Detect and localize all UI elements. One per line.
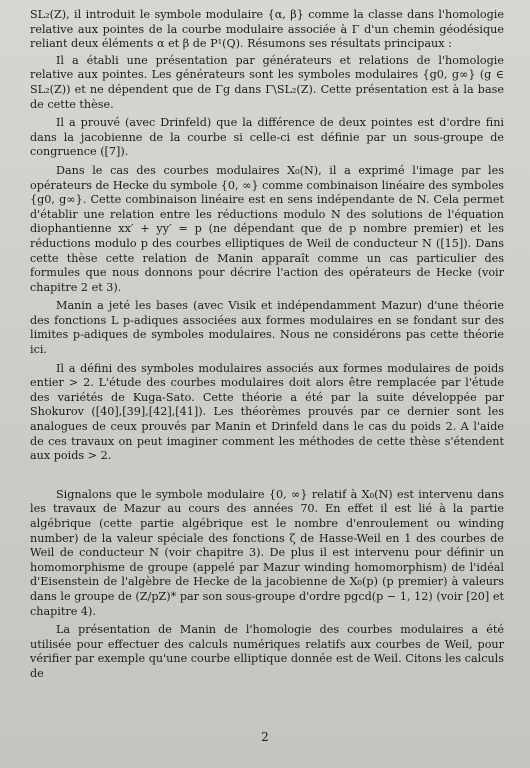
page-number: 2 bbox=[261, 730, 269, 744]
paragraph-p-adique: Manin a jeté les bases (avec Visik et indépendamment Mazur) d'une théorie des fonctions L p-adiques associées aux formes modulaires en se fondant sur des limites p-adiques de symboles modulaires. Nous ne considérons pas cette théorie ici. bbox=[30, 299, 504, 357]
paragraph-calculs: La présentation de Manin de l'homologie des courbes modulaires a été utilisée pour effectuer des calculs numériques relatifs aux courbes de Weil, pour vérifier par exemple qu'une courbe elliptique donnée est de Weil. Citons les calculs de bbox=[30, 623, 504, 680]
paragraph-presentation: Il a établi une présentation par générateurs et relations de l'homologie relative aux pointes. Les générateurs sont les symboles modulaires {g0, g∞} (g ∈ SL₂(Z)) et ne dépendent que de Γg dans Γ\SL₂(Z). Cette présentation est à la base de cette thèse. bbox=[30, 53, 504, 111]
paragraph-hecke: Dans le cas des courbes modulaires X₀(N), il a exprimé l'image par les opérateurs de Hecke du symbole {0, ∞} comme combinaison linéaire des symboles {g0, g∞}. Cette combinaison linéaire est en sens indépendante de N. Cela permet d'établir une relation entre les réductions modulo N des solutions de l'équation diophantienne xx′ + yy′ = p (ne dépendant que de p nombre premier) et les réductions modulo p des courbes elliptiques de Weil de conducteur N ([15]). Dans cette thèse cette relation de Manin apparaît comme un cas particulier des formules que nous donnons pour décrire l'action des opérateurs de Hecke (voir chapitre 2 et 3). bbox=[30, 163, 504, 294]
paragraph-drinfeld: Il a prouvé (avec Drinfeld) que la différence de deux pointes est d'ordre fini dans la jacobienne de la courbe si celle-ci est définie par un sous-groupe de congruence ([7]). bbox=[30, 116, 504, 159]
paragraph-symbole-modulaire: SL₂(Z), il introduit le symbole modulaire {α, β} comme la classe dans l'homologie relative aux pointes de la courbe modulaire associée à Γ d'un chemin géodésique reliant deux éléments α et β de P¹(Q). Résumons ses résultats principaux : bbox=[30, 8, 504, 51]
paragraph-poids: Il a défini des symboles modulaires associés aux formes modulaires de poids entier > 2. L'étude des courbes modulaires doit alors être remplacée par l'étude des variétés de Kuga-Sato. Cette théorie a été par la suite développée par Shokurov ([40],[39],[42],[41]). Les théorèmes prouvés par ce dernier sont les analogues de ceux prouvés par Manin et Drinfeld dans le cas du poids 2. A l'aide de ces travaux on peut imaginer comment les méthodes de cette thèse s'étendent aux poids > 2. bbox=[30, 361, 504, 463]
paragraph-mazur: Signalons que le symbole modulaire {0, ∞} relatif à X₀(N) est intervenu dans les travaux de Mazur au cours des années 70. En effet il est lié à la partie algébrique (cette partie algébrique est le nombre d'enroulement ou winding number) de la valeur spéciale des fonctions ζ de Hasse-Weil en 1 des courbes de Weil de conducteur N (voir chapitre 3). De plus il est intervenu pour définir un homomorphisme de groupe (appelé par Mazur winding homomorphism) de l'idéal d'Eisenstein de l'algèbre de Hecke de la jacobienne de X₀(p) (p premier) à valeurs dans le groupe de (Z/pZ)* par son sous-groupe d'ordre pgcd(p − 1, 12) (voir [20] et chapitre 4). bbox=[30, 487, 504, 618]
